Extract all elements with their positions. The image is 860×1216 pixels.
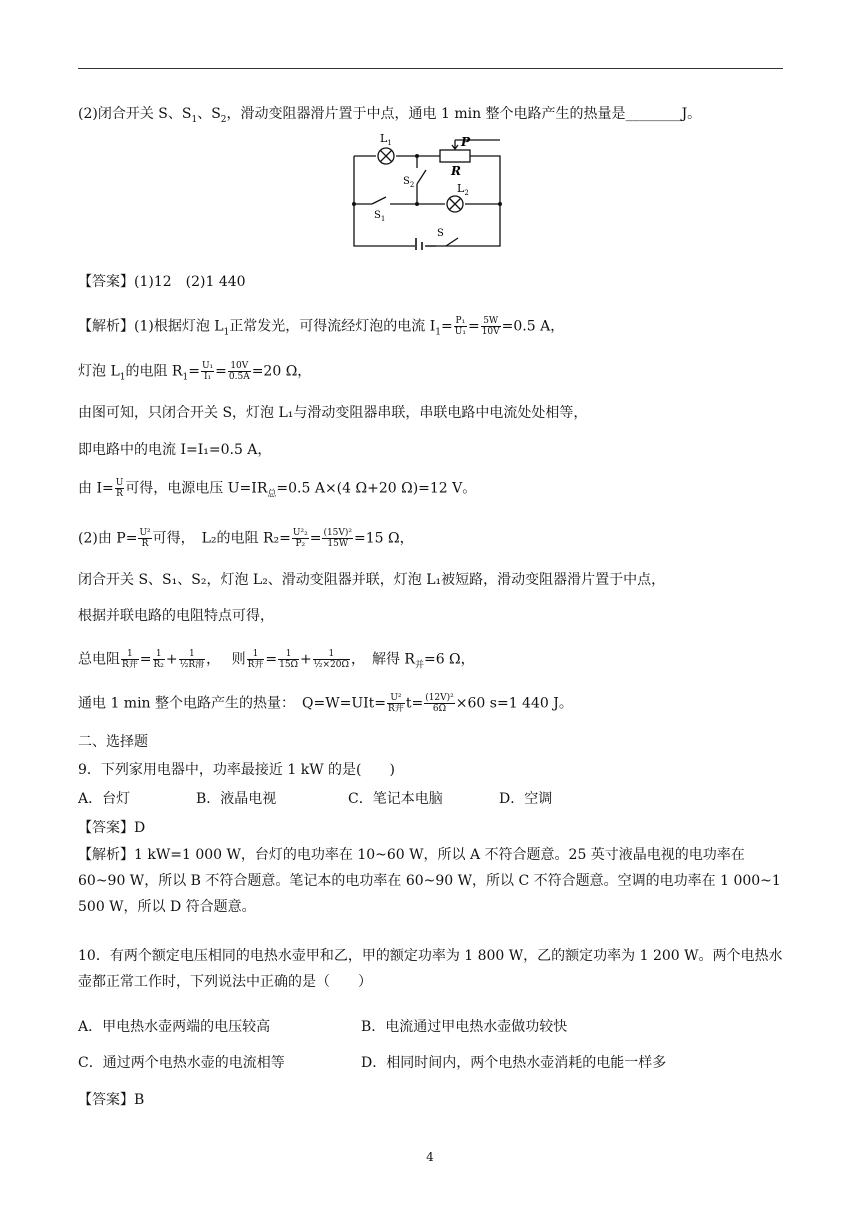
fraction: U² R并	[388, 693, 404, 714]
fraction: $\frac{\text{(15V)²}}{15W}$	[323, 528, 353, 549]
fraction: 1 R并	[122, 649, 138, 670]
option-c: C．通过两个电热水壶的电流相等	[78, 1055, 285, 1071]
fraction: $\frac{1}{\text{R₂}}$	[153, 649, 164, 670]
explanation-line-2: 灯泡 $L_1$的电阻 $R_1=$ $\frac{\text{U₁}}{\text{I₁}}$ = $\frac{10V}{0.5A}$ =20 Ω，	[78, 361, 312, 383]
svg-text:P: P	[461, 135, 471, 149]
explanation-line-1: 【解析】(1)根据灯泡 $L_1$正常发光，可得流经灯泡的电流 $I_1=$ $\frac{\text{P₁}}{\text{U₁}}$ = $\frac{5W}{10V}$ =0.5 A，	[78, 316, 565, 338]
page-number: 4	[426, 1150, 434, 1164]
explanation-line-5: 由 I= $\frac{U}{R}$ 可得，电源电压 $U=IR_总=0.5$ A×(4 Ω+20 Ω)=12 V。	[78, 478, 477, 500]
svg-text:L1: $L_1$	[380, 132, 392, 147]
fraction: $\frac{\text{U₁}}{\text{I₁}}$	[201, 361, 214, 382]
svg-text:S: S	[437, 228, 444, 239]
option-a: A．台灯	[78, 791, 131, 807]
explanation-line-6: (2)由 P= $\frac{\text{U²}}{R}$ 可得， L₂的电阻 R₂= $\frac{\text{U²₂}}{\text{P₂}}$ = $\frac{\text{(15V)²}}{15W}$ =15 Ω，	[78, 528, 414, 549]
explanation-line-10: 通电 1 min 整个电路产生的热量： Q=W=UIt= U² R并 t= $\frac{\text{(12V)²}}{6\Omega}$ ×60 s=1 440 J。	[78, 693, 573, 714]
question-2: (2)闭合开关 S、$S_1$、$S_2$，滑动变阻器滑片置于中点，通电 1 min 整个电路产生的热量是________J。	[78, 106, 702, 125]
fraction: $\frac{\text{P₁}}{\text{U₁}}$	[454, 316, 466, 337]
question-10-options-row-1	[78, 1017, 567, 1037]
option-b: B．液晶电视	[196, 791, 277, 807]
answer-10: 【答案】B	[78, 1092, 145, 1108]
option-b: B．电流通过甲电热水壶做功较快	[361, 1019, 568, 1035]
svg-text:S2: $S_2$	[403, 176, 415, 189]
answer-1: 【答案】(1)12 (2)1 440	[78, 274, 246, 290]
explanation-line-3: 由图可知，只闭合开关 S，灯泡 L₁与滑动变阻器串联，串联电路中电流处处相等，	[78, 405, 588, 421]
explanation-line-8: 根据并联电路的电阻特点可得，	[78, 608, 274, 624]
fraction: $\frac{U}{R}$	[115, 478, 124, 499]
fraction: $\frac{\text{(12V)²}}{6\Omega}$	[425, 693, 454, 714]
fraction: $\frac{1}{15\Omega}$	[279, 649, 299, 670]
section-heading: 二、选择题	[78, 734, 148, 750]
header-rule	[78, 68, 783, 69]
option-d: D．空调	[499, 791, 553, 807]
explanation-line-9: 总电阻 1 R并 = $\frac{1}{\text{R₂}}$ + 1 ½R滑 ， 则 1 R并 = $\frac{1}{15\Omega}$ + $\frac{1}{\text{½×20Ω}}$ ， 解得 $R_并=6$ Ω，	[78, 649, 475, 671]
fraction: 1 R并	[247, 649, 264, 670]
fraction: 1 ½R滑	[179, 649, 205, 670]
svg-text:L2: $L_2$	[457, 182, 469, 197]
svg-text:R: R	[451, 164, 461, 178]
fraction: $\frac{10V}{0.5A}$	[228, 361, 250, 382]
fraction: $\frac{\text{U²₂}}{\text{P₂}}$	[292, 528, 308, 549]
option-d: D．相同时间内，两个电热水壶消耗的电能一样多	[361, 1055, 667, 1071]
option-a: A．甲电热水壶两端的电压较高	[78, 1019, 271, 1035]
fraction: $\frac{\text{U²}}{R}$	[139, 528, 151, 549]
question-9-stem: 9．下列家用电器中，功率最接近 1 kW 的是( )	[78, 762, 395, 778]
explanation-line-7: 闭合开关 S、S₁、S₂，灯泡 L₂、滑动变阻器并联，灯泡 L₁被短路，滑动变阻器滑片置于中点，	[78, 572, 666, 588]
fraction: $\frac{5W}{10V}$	[481, 316, 500, 337]
explanation-9: 【解析】1 kW=1 000 W，台灯的电功率在 10~60 W，所以 A 不符合题意。25 英寸液晶电视的电功率在 60~90 W，所以 B 不符合题意。笔记本的电功率在 60~90 W，所以 C 不符合题意。空调的电功率在 1 000~1 500 W，所以 D 符合题意。	[78, 847, 781, 915]
option-c: C．笔记本电脑	[348, 791, 443, 807]
answer-9: 【答案】D	[78, 820, 146, 836]
circuit-diagram	[340, 126, 520, 250]
explanation-line-4: 即电路中的电流 I=I₁=0.5 A，	[78, 442, 272, 458]
question-10-options-row-2	[78, 1053, 666, 1073]
question-10-stem: 10．有两个额定电压相同的电热水壶甲和乙，甲的额定功率为 1 800 W，乙的额定功率为 1 200 W。两个电热水壶都正常工作时，下列说法中正确的是（ ）	[78, 948, 783, 990]
question-9-options	[78, 789, 552, 809]
fraction: $\frac{1}{\text{½×20Ω}}$	[313, 649, 349, 670]
svg-text:S1: $S_1$	[374, 210, 386, 223]
